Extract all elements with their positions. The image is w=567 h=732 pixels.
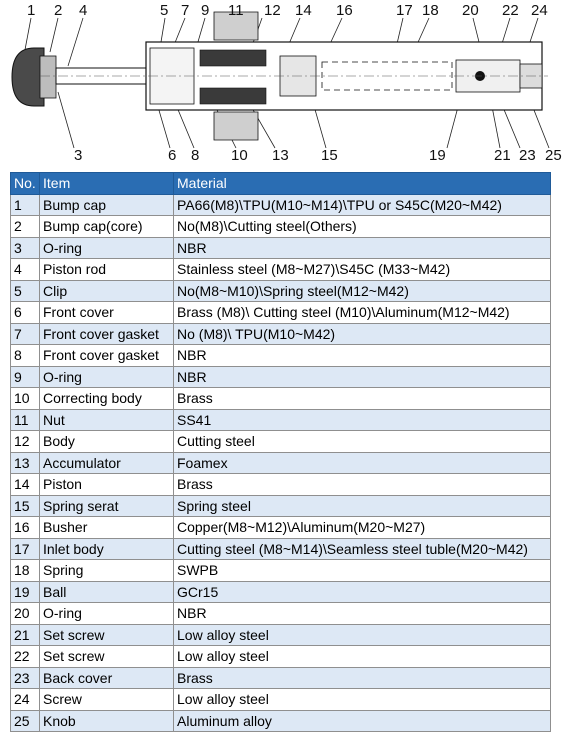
- table-row: [11, 345, 551, 367]
- bump-cap-core: [40, 56, 56, 98]
- cell-item: Front cover: [40, 302, 174, 324]
- table-row: [11, 409, 551, 431]
- table-row: [11, 366, 551, 388]
- parts-materials-table: [10, 172, 551, 732]
- cell-item: Set screw: [40, 624, 174, 646]
- cell-material: NBR: [174, 603, 551, 625]
- cell-material: Brass: [174, 474, 551, 496]
- callout-label: 18: [422, 2, 439, 19]
- cell-no: 3: [11, 237, 40, 259]
- callout-label: 12: [264, 2, 281, 19]
- callout-label: 5: [160, 2, 169, 19]
- cell-material: Foamex: [174, 452, 551, 474]
- cell-no: 8: [11, 345, 40, 367]
- callout-label: 2: [54, 2, 63, 19]
- callout-label: 22: [502, 2, 519, 19]
- cell-material: Copper(M8~M12)\Aluminum(M20~M27): [174, 517, 551, 539]
- table-row: [11, 495, 551, 517]
- table-row: [11, 323, 551, 345]
- table-row: [11, 302, 551, 324]
- cell-material: No (M8)\ TPU(M10~M42): [174, 323, 551, 345]
- cell-material: PA66(M8)\TPU(M10~M14)\TPU or S45C(M20~M42): [174, 194, 551, 216]
- callout-label: 16: [336, 2, 353, 19]
- cell-item: Spring serat: [40, 495, 174, 517]
- callouts-bottom: [74, 147, 562, 164]
- callout-label: 7: [181, 2, 190, 19]
- table-row: [11, 216, 551, 238]
- cell-no: 19: [11, 581, 40, 603]
- table-row: [11, 388, 551, 410]
- accumulator-bottom: [200, 88, 266, 104]
- table-row: [11, 581, 551, 603]
- callout-label: 1: [27, 2, 36, 19]
- callout-label: 13: [272, 147, 289, 164]
- callout-label: 11: [228, 2, 244, 19]
- callout-label: 17: [396, 2, 413, 19]
- cell-material: No(M8~M10)\Spring steel(M12~M42): [174, 280, 551, 302]
- callout-label: 3: [74, 147, 83, 164]
- table-row: [11, 194, 551, 216]
- shock-absorber-cross-section-diagram: [0, 0, 567, 168]
- table-row: [11, 689, 551, 711]
- table-row: [11, 474, 551, 496]
- cell-item: Screw: [40, 689, 174, 711]
- cell-material: Aluminum alloy: [174, 710, 551, 732]
- cell-item: Busher: [40, 517, 174, 539]
- cell-material: Brass: [174, 667, 551, 689]
- callout-label: 15: [321, 147, 338, 164]
- cell-material: NBR: [174, 345, 551, 367]
- cell-item: Knob: [40, 710, 174, 732]
- callouts-top: [27, 2, 548, 19]
- cell-no: 16: [11, 517, 40, 539]
- table-row: [11, 452, 551, 474]
- cell-no: 11: [11, 409, 40, 431]
- cell-material: Brass: [174, 388, 551, 410]
- cell-no: 21: [11, 624, 40, 646]
- cell-item: Front cover gasket: [40, 345, 174, 367]
- cell-material: GCr15: [174, 581, 551, 603]
- table-row: [11, 538, 551, 560]
- table-row: [11, 667, 551, 689]
- cell-material: Low alloy steel: [174, 646, 551, 668]
- cell-item: Bump cap(core): [40, 216, 174, 238]
- cell-no: 13: [11, 452, 40, 474]
- cell-item: Inlet body: [40, 538, 174, 560]
- callout-label: 19: [429, 147, 446, 164]
- table-body: [11, 194, 551, 732]
- cell-material: SWPB: [174, 560, 551, 582]
- accumulator-top: [200, 50, 266, 66]
- cell-no: 4: [11, 259, 40, 281]
- callout-label: 24: [531, 2, 548, 19]
- callout-label: 9: [201, 2, 210, 19]
- bump-cap: [12, 48, 44, 106]
- cell-no: 7: [11, 323, 40, 345]
- cell-item: Nut: [40, 409, 174, 431]
- cell-item: Front cover gasket: [40, 323, 174, 345]
- cell-no: 10: [11, 388, 40, 410]
- cell-no: 24: [11, 689, 40, 711]
- cell-item: Clip: [40, 280, 174, 302]
- cell-no: 23: [11, 667, 40, 689]
- header-no: No.: [11, 173, 40, 195]
- cell-item: Accumulator: [40, 452, 174, 474]
- cell-no: 22: [11, 646, 40, 668]
- cell-item: O-ring: [40, 366, 174, 388]
- cell-no: 9: [11, 366, 40, 388]
- cell-item: Correcting body: [40, 388, 174, 410]
- cell-material: Brass (M8)\ Cutting steel (M10)\Aluminum(M12~M42): [174, 302, 551, 324]
- cell-no: 6: [11, 302, 40, 324]
- cell-material: Low alloy steel: [174, 624, 551, 646]
- cell-no: 15: [11, 495, 40, 517]
- callout-label: 14: [295, 2, 312, 19]
- cell-item: Bump cap: [40, 194, 174, 216]
- table-row: [11, 710, 551, 732]
- callout-label: 8: [191, 147, 200, 164]
- cell-item: O-ring: [40, 237, 174, 259]
- cell-item: Back cover: [40, 667, 174, 689]
- table-row: [11, 259, 551, 281]
- cell-material: Cutting steel: [174, 431, 551, 453]
- cell-no: 12: [11, 431, 40, 453]
- cell-item: Spring: [40, 560, 174, 582]
- cell-item: O-ring: [40, 603, 174, 625]
- table-row: [11, 560, 551, 582]
- cell-material: Cutting steel (M8~M14)\Seamless steel tuble(M20~M42): [174, 538, 551, 560]
- cell-item: Set screw: [40, 646, 174, 668]
- callout-label: 6: [168, 147, 177, 164]
- cell-material: NBR: [174, 237, 551, 259]
- cell-item: Body: [40, 431, 174, 453]
- callout-label: 25: [545, 147, 562, 164]
- table-row: [11, 517, 551, 539]
- cell-no: 5: [11, 280, 40, 302]
- callout-label: 10: [231, 147, 248, 164]
- callout-label: 23: [519, 147, 536, 164]
- cell-material: NBR: [174, 366, 551, 388]
- header-material: Material: [174, 173, 551, 195]
- cell-material: Stainless steel (M8~M27)\S45C (M33~M42): [174, 259, 551, 281]
- callout-label: 21: [494, 147, 511, 164]
- header-item: Item: [40, 173, 174, 195]
- cell-no: 14: [11, 474, 40, 496]
- cell-item: Piston rod: [40, 259, 174, 281]
- table-row: [11, 624, 551, 646]
- cell-item: Ball: [40, 581, 174, 603]
- table-row: [11, 237, 551, 259]
- cell-material: Spring steel: [174, 495, 551, 517]
- cell-no: 1: [11, 194, 40, 216]
- callout-label: 4: [79, 2, 88, 19]
- table-header-row: [11, 173, 551, 195]
- cell-item: Piston: [40, 474, 174, 496]
- cell-no: 20: [11, 603, 40, 625]
- cell-no: 18: [11, 560, 40, 582]
- cell-material: Low alloy steel: [174, 689, 551, 711]
- cell-no: 2: [11, 216, 40, 238]
- cell-material: SS41: [174, 409, 551, 431]
- cell-material: No(M8)\Cutting steel(Others): [174, 216, 551, 238]
- table-row: [11, 603, 551, 625]
- table-row: [11, 646, 551, 668]
- cell-no: 17: [11, 538, 40, 560]
- table-row: [11, 280, 551, 302]
- table-row: [11, 431, 551, 453]
- cell-no: 25: [11, 710, 40, 732]
- callout-label: 20: [462, 2, 479, 19]
